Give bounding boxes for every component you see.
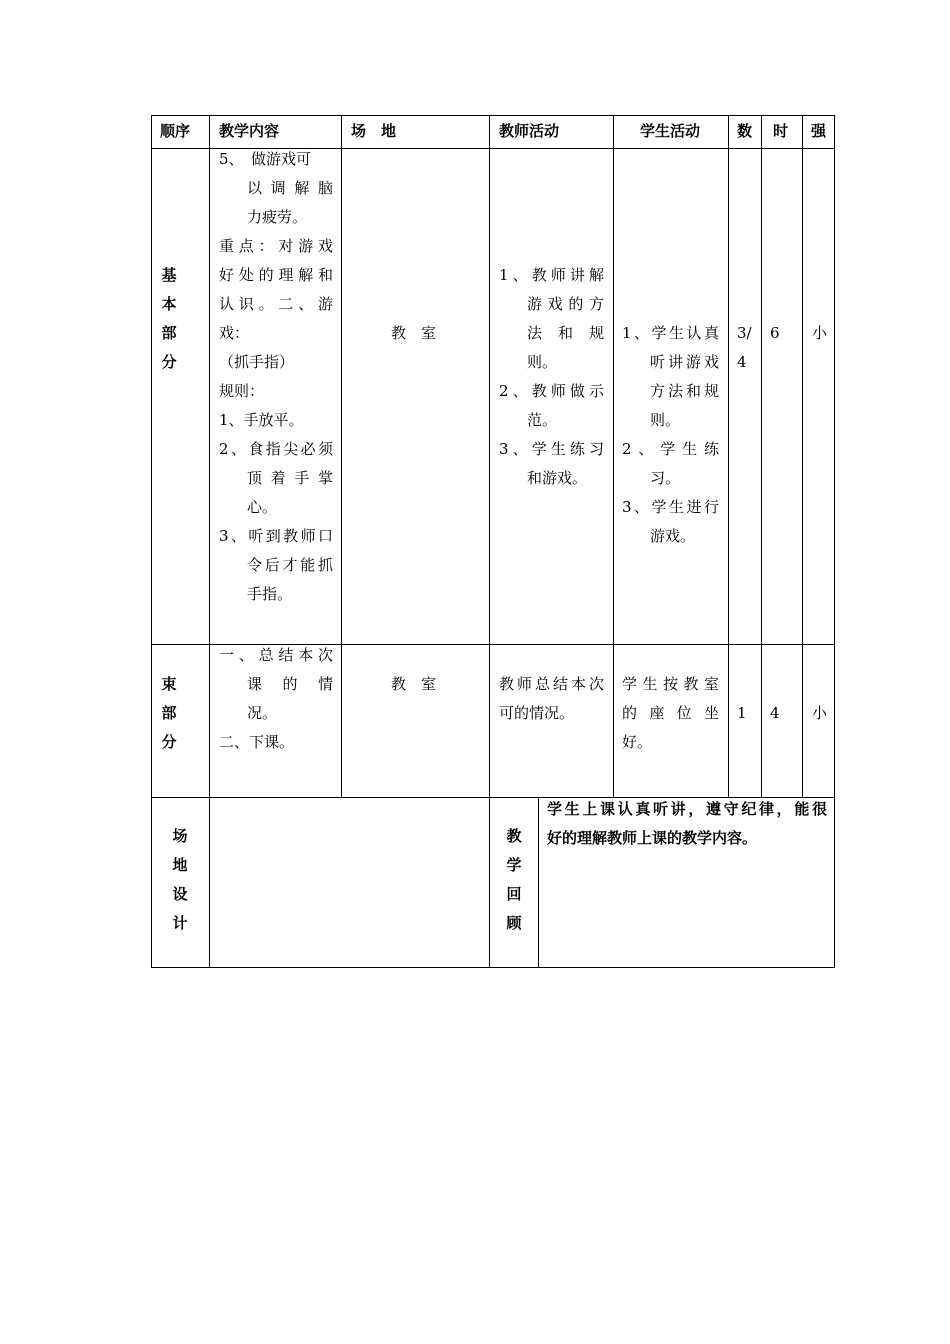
venue-design-label: 场 地 设 计 xyxy=(172,827,188,932)
section-label-end: 束 部 分 xyxy=(161,675,177,751)
basic-count: 3/ 4 xyxy=(737,324,752,371)
header-content: 教学内容 xyxy=(219,122,280,140)
teaching-review-text: 学生上课认真听讲，遵守纪律，能很 好的理解教师上课的教学内容。 xyxy=(547,800,827,847)
header-teacher-activity: 教师活动 xyxy=(499,122,560,140)
basic-content: 5、 做游戏可 以调解脑 力疲劳。 重点：对游戏 好处的理解和 认识。二、游 戏： （抓手指） 规则： 1、手放平。 2、食指尖必须 顶着手掌 心。 3、听到教师口 令后才能抓 手指。 xyxy=(219,150,333,603)
section-label-basic: 基 本 部 分 xyxy=(161,266,177,371)
header-time: 时 xyxy=(773,122,789,140)
header-count: 数 xyxy=(737,122,753,140)
header-order: 顺序 xyxy=(160,122,191,140)
end-student-activity: 学生按教室 的座位坐 好。 xyxy=(622,675,719,751)
basic-venue: 教 室 xyxy=(391,324,437,342)
end-teacher-activity: 教师总结本次 可的情况。 xyxy=(499,675,604,722)
end-count: 1 xyxy=(737,704,747,722)
end-time: 4 xyxy=(770,704,780,722)
end-intensity: 小 xyxy=(812,704,828,722)
teaching-review-label: 教 学 回 顾 xyxy=(506,827,522,932)
end-venue: 教 室 xyxy=(391,675,437,693)
header-venue: 场 地 xyxy=(351,122,397,140)
basic-time: 6 xyxy=(770,324,780,342)
basic-student-activity: 1、学生认真 听讲游戏 方法和规 则。 2、学生练 习。 3、学生进行 游戏。 xyxy=(622,324,719,545)
venue-design-area xyxy=(210,798,489,967)
basic-intensity: 小 xyxy=(812,324,828,342)
end-content: 一、总结本次 课的情 况。 二、下课。 xyxy=(219,646,333,751)
header-student-activity: 学生活动 xyxy=(640,122,701,140)
basic-teacher-activity: 1、教师讲解 游戏的方 法和规 则。 2、教师做示 范。 3、学生练习 和游戏。 xyxy=(499,266,604,487)
header-intensity: 强 xyxy=(811,122,827,140)
